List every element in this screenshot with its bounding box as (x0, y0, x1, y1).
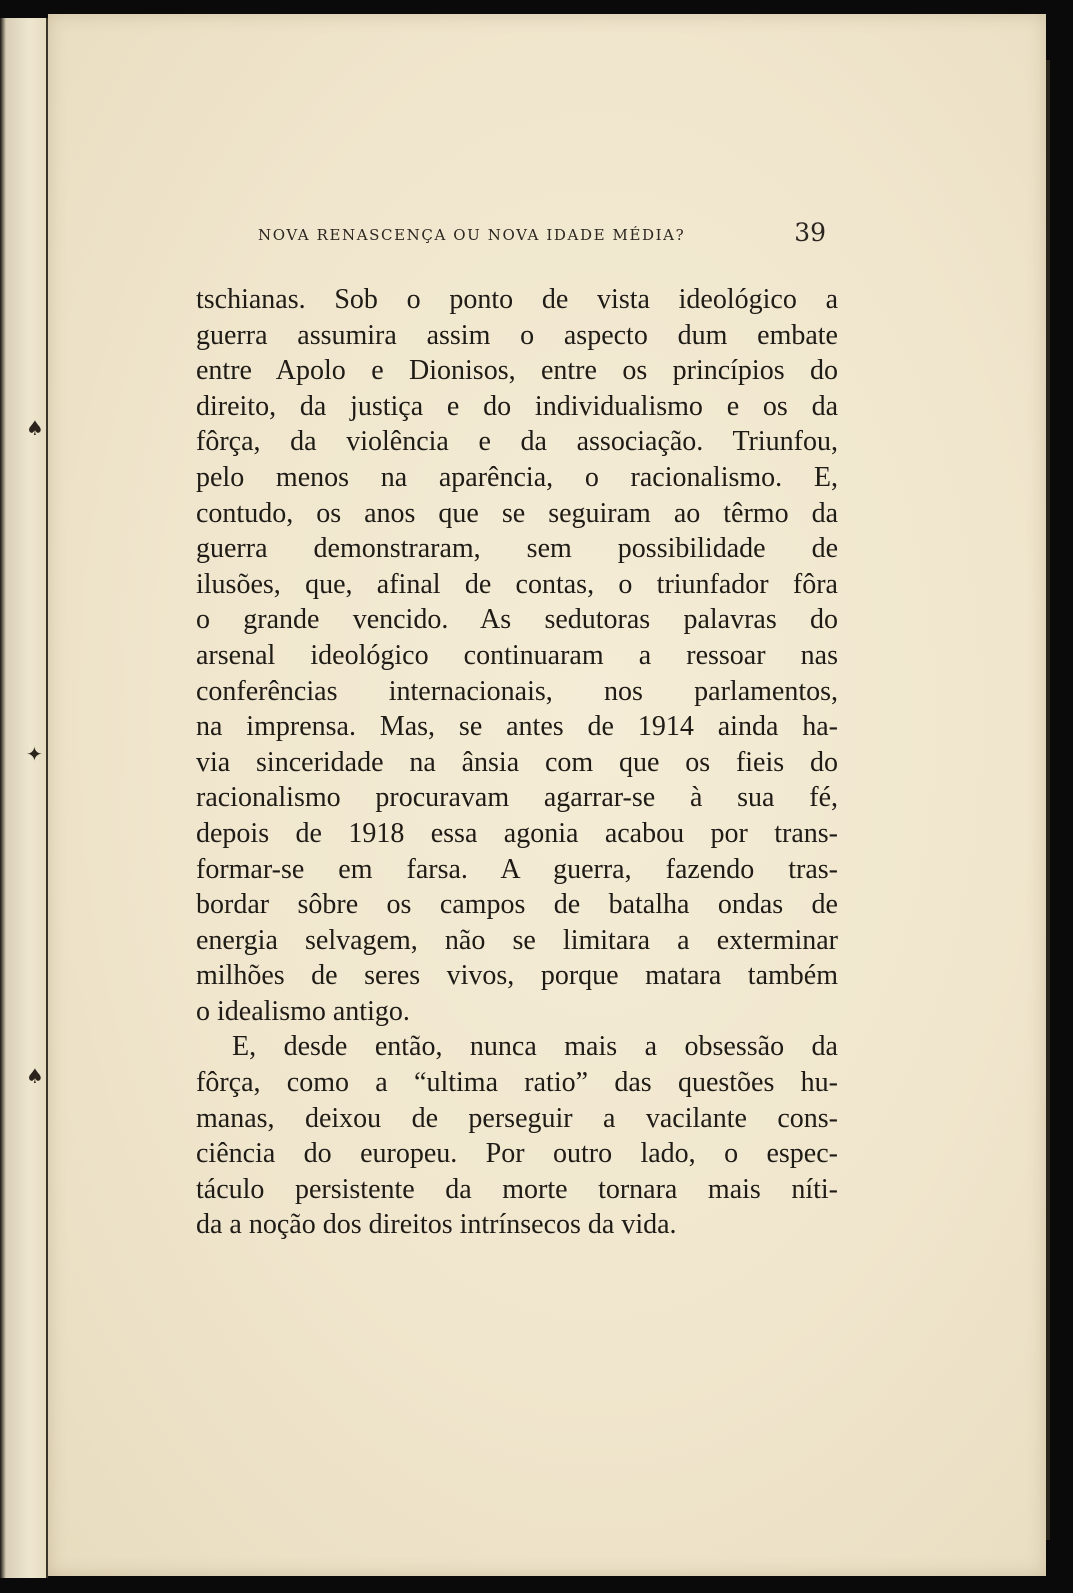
text-line: E, desde então, nunca mais a obsessão da (232, 1031, 838, 1063)
text-line: conferências internacionais, nos parlamentos, (196, 675, 838, 707)
running-head-title: NOVA RENASCENÇA OU NOVA IDADE MÉDIA? (258, 226, 686, 244)
text-line: ciência do europeu. Por outro lado, o espec- (196, 1138, 838, 1170)
text-line: direito, da justiça e do individualismo e os da (196, 390, 838, 422)
page-right-edge (1046, 60, 1050, 1540)
text-line: o idealismo antigo. (196, 995, 410, 1027)
text-line: bordar sôbre os campos de batalha ondas de (196, 889, 838, 921)
text-line: o grande vencido. As sedutoras palavras do (196, 604, 838, 636)
page-number: 39 (794, 218, 826, 247)
margin-pin-mark-icon: ✦ (26, 742, 43, 766)
text-line: energia selvagem, não se limitara a exterminar (196, 924, 838, 956)
text-line: formar-se em farsa. A guerra, fazendo tras- (196, 853, 838, 885)
text-line: ilusões, que, afinal de contas, o triunfador fôra (196, 568, 838, 600)
text-line: contudo, os anos que se seguiram ao têrmo da (196, 497, 838, 529)
text-line: arsenal ideológico continuaram a ressoar nas (196, 639, 838, 671)
text-line: via sinceridade na ânsia com que os fieis do (196, 746, 838, 778)
margin-pin-mark-icon: ♠ (26, 416, 44, 440)
text-line: depois de 1918 essa agonia acabou por trans- (196, 817, 838, 849)
text-line: fôrça, da violência e da associação. Triunfou, (196, 426, 838, 458)
text-line: racionalismo procuravam agarrar-se à sua fé, (196, 782, 838, 814)
text-line: milhões de seres vivos, porque matara também (196, 960, 838, 992)
paragraph (196, 282, 838, 1029)
text-line: manas, deixou de perseguir a vacilante cons- (196, 1102, 838, 1134)
text-line: guerra demonstraram, sem possibilidade de (196, 533, 838, 565)
body-text (196, 282, 838, 1243)
running-head (258, 218, 826, 252)
text-line: tschianas. Sob o ponto de vista ideológico a (196, 284, 838, 315)
margin-pin-mark-icon: ♠ (26, 1064, 44, 1088)
text-line: entre Apolo e Dionisos, entre os princípios do (196, 355, 838, 387)
text-line: fôrça, como a “ultima ratio” das questões hu- (196, 1067, 838, 1099)
text-line: na imprensa. Mas, se antes de 1914 ainda ha- (196, 711, 838, 743)
text-line: táculo persistente da morte tornara mais níti- (196, 1173, 838, 1205)
text-line: guerra assumira assim o aspecto dum embate (196, 319, 838, 351)
text-line: pelo menos na aparência, o racionalismo. E, (196, 461, 838, 493)
paragraph (196, 1029, 838, 1243)
previous-page-edge (0, 18, 46, 1578)
text-line: da a noção dos direitos intrínsecos da vida. (196, 1209, 677, 1241)
